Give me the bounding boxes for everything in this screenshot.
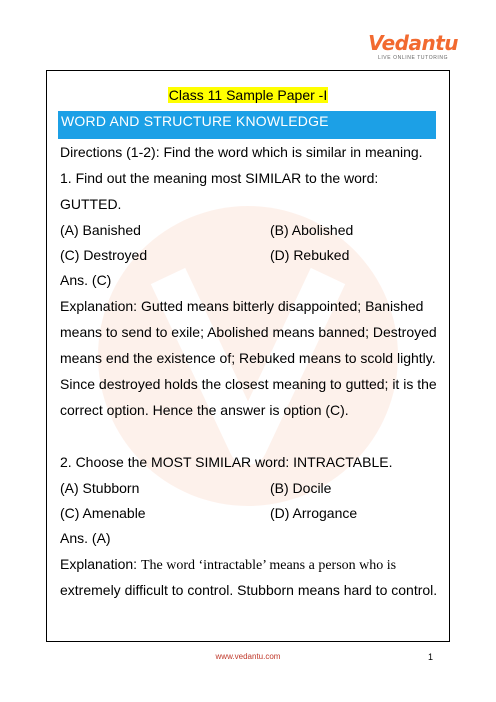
- section-heading: WORD AND STRUCTURE KNOWLEDGE: [58, 111, 436, 139]
- question-1-prompt: 1. Find out the meaning most SIMILAR to the word:: [60, 170, 379, 186]
- option-c: (C) Destroyed: [60, 247, 148, 263]
- question-2-explanation-line-2: extremely difficult to control. Stubborn means hard to control.: [60, 582, 438, 598]
- option-a: (A) Banished: [60, 222, 141, 238]
- question-2-options-row-2: [60, 504, 358, 522]
- explanation-line: means to send to exile; Abolished means banned; Destroyed: [60, 324, 437, 340]
- directions-text: Directions (1-2): Find the word which is similar in meaning.: [60, 144, 423, 160]
- option-b: (B) Docile: [270, 480, 332, 496]
- page-content-frame: [46, 70, 450, 642]
- page-number: 1: [428, 652, 434, 662]
- explanation-label: Explanation:: [60, 556, 141, 572]
- option-d: (D) Arrogance: [270, 505, 358, 521]
- question-1-answer: Ans. (C): [60, 272, 112, 288]
- logo-tagline: LIVE ONLINE TUTORING: [377, 55, 449, 61]
- question-1-options-row-2: [60, 246, 350, 264]
- title-container: [47, 87, 449, 105]
- option-a: (A) Stubborn: [60, 480, 140, 496]
- option-d: (D) Rebuked: [270, 247, 350, 263]
- explanation-line: Since destroyed holds the closest meaning to gutted; it is the: [60, 376, 437, 392]
- explanation-text: The word ‘intractable’ means a person who is: [140, 558, 397, 573]
- footer-website: www.vedantu.com: [215, 652, 281, 661]
- question-1-options-row-1: [60, 221, 354, 239]
- question-2-explanation-line-1: [60, 555, 396, 575]
- explanation-line: means end the existence of; Rebuked means to scold lightly.: [60, 350, 436, 366]
- vedantu-logo: [368, 32, 458, 61]
- explanation-line: Explanation: Gutted means bitterly disappointed; Banished: [60, 298, 424, 314]
- question-2-options-row-1: [60, 479, 332, 497]
- question-1-word: GUTTED.: [60, 196, 122, 212]
- option-c: (C) Amenable: [60, 505, 146, 521]
- page-title: Class 11 Sample Paper -I: [168, 87, 328, 103]
- option-b: (B) Abolished: [270, 222, 354, 238]
- logo-wordmark: Vedantu: [368, 31, 458, 55]
- explanation-line: correct option. Hence the answer is option (C).: [60, 402, 349, 418]
- question-2-prompt: 2. Choose the MOST SIMILAR word: INTRACTABLE.: [60, 454, 393, 470]
- question-2-answer: Ans. (A): [60, 530, 111, 546]
